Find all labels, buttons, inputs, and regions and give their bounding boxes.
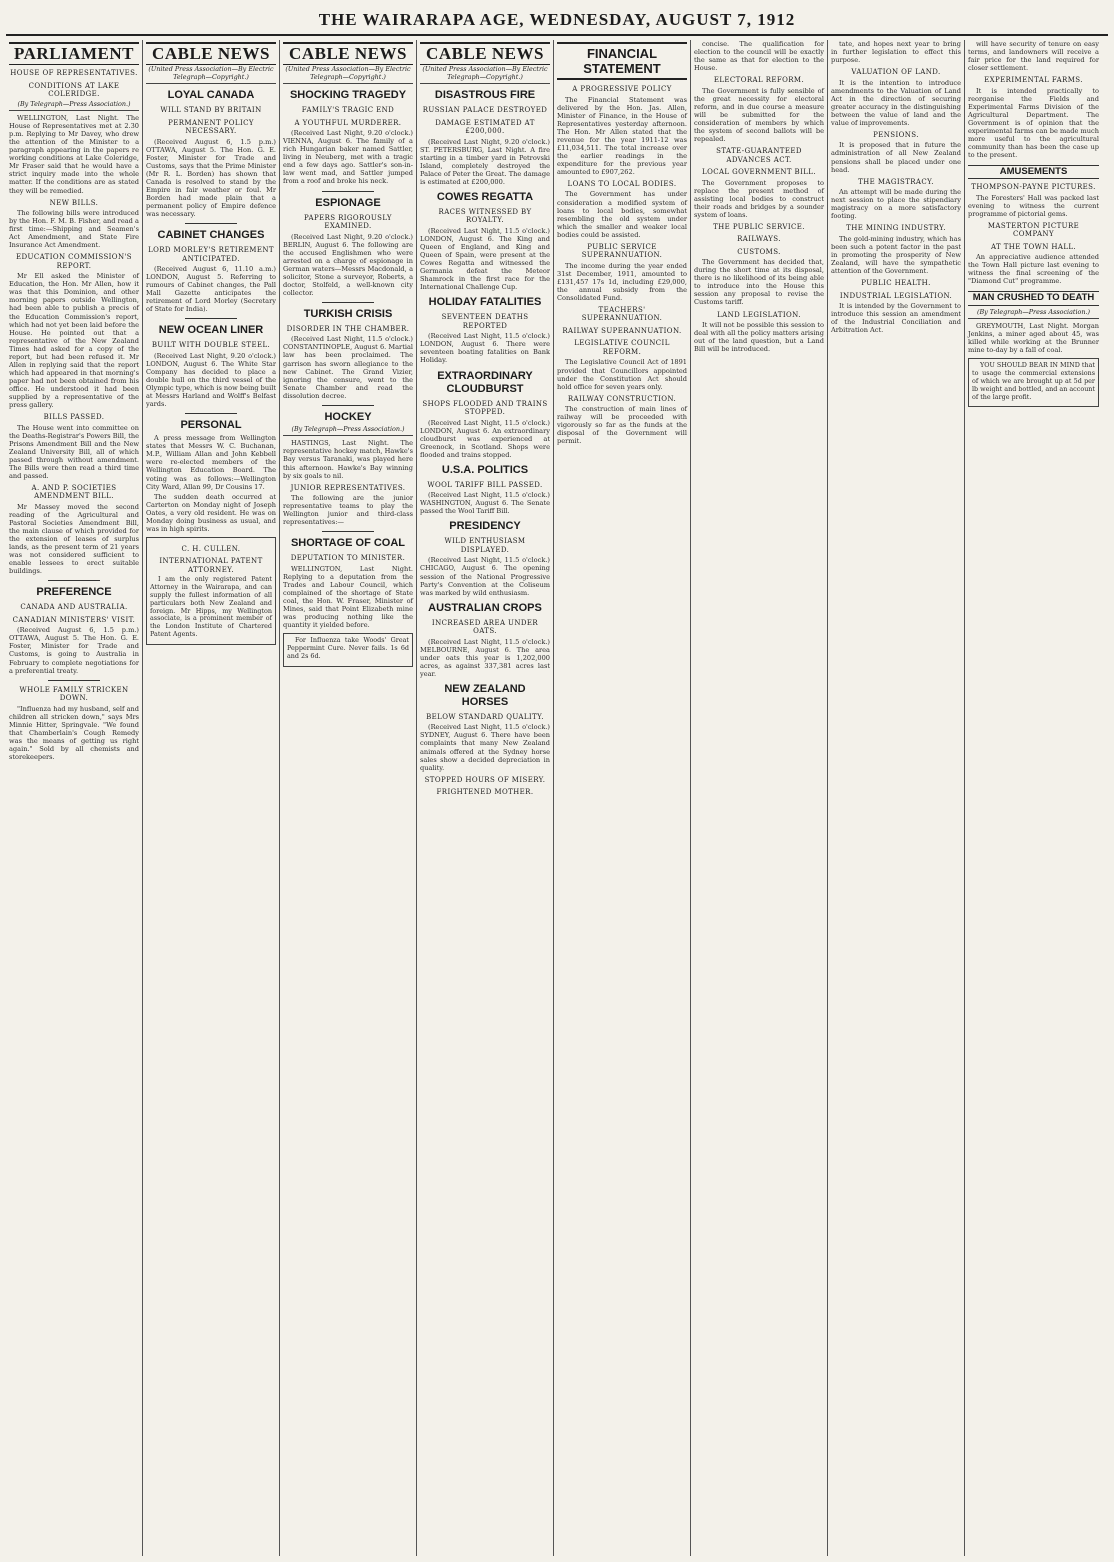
article-text: (Received Last Night, 9.20 o'clock.) BERLIN, August 6. The following are the accused Englishmen who were arrested on a charge of espionage in German waters—Messrs Macdonald, a solicitor, Stone a surveyor, Roberts, a doctor, Stolfeld, a well-known city collector.: [283, 232, 413, 297]
article-text: The Government is fully sensible of the great necessity for electoral reform, and in due course a measure will be submitted for the consideration of members by which the system of second ballots will be repealed.: [694, 86, 824, 143]
damage-heading: DAMAGE ESTIMATED AT £200,000.: [435, 118, 535, 136]
australian-crops-heading: AUSTRALIAN CROPS: [428, 601, 542, 614]
patent-advert: [146, 537, 276, 645]
loans-heading: LOANS TO LOCAL BODIES.: [567, 179, 677, 188]
column-parliament: [6, 40, 143, 1556]
article-text: The construction of main lines of railway will be proceeded with vigorously so far as the funds at the disposal of the Government will permit.: [557, 405, 687, 446]
progressive-policy-heading: A PROGRESSIVE POLICY: [572, 85, 672, 93]
local-government-heading: LOCAL GOVERNMENT BILL.: [702, 168, 816, 177]
lake-coleridge-heading: CONDITIONS AT LAKE COLERIDGE.: [28, 81, 120, 98]
shops-flooded-heading: SHOPS FLOODED AND TRAINS STOPPED.: [422, 399, 548, 417]
cabinet-changes-heading: CABINET CHANGES: [157, 229, 265, 242]
teachers-heading: TEACHERS' SUPERANNUATION.: [581, 305, 663, 323]
article-text: The following are the junior representative teams to play the Wellington junior and third-class representatives:—: [283, 494, 413, 527]
divider: [48, 680, 100, 681]
column-amusements: [965, 40, 1102, 1556]
article-text: It is proposed that in future the administration of all New Zealand pensions shall be placed under one head.: [831, 141, 961, 174]
article-text: A press message from Wellington states that Messrs W. C. Buchanan, M.P., William Allan and John Kebbell were re-elected members of the Wellington Education Board. The voting was as follows:—Wellington City Ward, Allan 99, Dr Cousins 17.: [146, 434, 276, 491]
cable-news-heading: CABLE NEWS: [420, 42, 550, 65]
royalty-heading: RACES WITNESSED BY ROYALTY.: [438, 207, 532, 225]
advert-text: I am the only registered Patent Attorney in the Wairarapa, and can supply the fullest information of all particulars both New Zealand and foreign. Mr Hipps, my Wellington associate, is a prominent member of the London Institute of Chartered Patent Agents.: [150, 575, 272, 638]
article-text: The Government proposes to replace the present method of assisting local bodies to construct their roads and bridges by a sounder system of loans.: [694, 178, 824, 219]
article-text: The gold-mining industry, which has been such a potent factor in the past in promoting the prosperity of New Zealand, will have the sympathetic attention of the Government.: [831, 234, 961, 275]
press-credit: (By Telegraph—Press Association.): [9, 101, 139, 112]
experimental-farms-heading: EXPERIMENTAL FARMS.: [984, 76, 1083, 85]
article-text: The sudden death occurred at Carterton on Monday night of Joseph Oates, a very old resident. He was on Monday doing business as usual, and was in high spirits.: [146, 492, 276, 533]
oats-heading: INCREASED AREA UNDER OATS.: [431, 618, 539, 636]
cable-news-heading: CABLE NEWS: [283, 42, 413, 65]
permanent-policy-heading: PERMANENT POLICY NECESSARY.: [168, 118, 254, 136]
personal-heading: PERSONAL: [180, 419, 242, 432]
article-text: It is the intention to introduce amendments to the Valuation of Land Act in the direction of securing greater accuracy in the distinguishing between the value of land and the value of improvements.: [831, 78, 961, 127]
usa-politics-heading: U.S.A. POLITICS: [441, 463, 529, 476]
ap-societies-heading: A. AND P. SOCIETIES AMENDMENT BILL.: [31, 483, 117, 501]
article-text: (Received Last Night, 9.20 o'clock.) LONDON, August 6. The White Star Company has decided to place a double hull on the third vessel of the Olympic type, which is now being built at Messrs Harland and Wolff's Belfast yards.: [146, 351, 277, 409]
column-cable-3: [417, 40, 554, 1556]
bear-in-mind-advert: [968, 358, 1099, 407]
article-text: The Government has under consideration a modified system of loans to local bodies, somewhat resembling the old system under which the smaller and weaker local bodies could be assisted.: [557, 190, 687, 239]
land-legislation-heading: LAND LEGISLATION.: [717, 310, 801, 319]
article-text: WELLINGTON, Last Night. Replying to a deputation from the Trades and Labour Council, which complained of the shortage of State coal, the Hon. W. Fraser, Minister of Mines, said that Point Elizabeth mine was producing nothing like the quantity it yielded before.: [283, 564, 413, 630]
frightened-mother-heading: FRIGHTENED MOTHER.: [436, 788, 534, 797]
press-credit: (By Telegraph—Press Association.): [283, 426, 413, 437]
article-text: The Legislative Council Act of 1891 provided that Councillors appointed under the Constitution Act should hold office for seven years only.: [557, 358, 687, 391]
presidency-heading: PRESIDENCY: [449, 520, 521, 533]
coal-shortage-heading: SHORTAGE OF COAL: [290, 537, 406, 550]
article-text: WELLINGTON, Last Night. The House of Representatives met at 2.30 p.m. Replying to Mr Davey, who drew the attention of the Minister to a paragraph appearing in the papers re working conditions at Lake Coleridge, Mr Fraser said that he would have a strict inquiry made into the whole matter. If the conditions are as stated they will be remedied.: [9, 114, 139, 195]
junior-reps-heading: JUNIOR REPRESENTATIVES.: [290, 483, 406, 492]
article-text: It is intended by the Government to introduce this session an amendment of the Industrial Conciliation and Arbitration Act.: [831, 302, 961, 335]
double-steel-heading: BUILT WITH DOUBLE STEEL.: [151, 341, 271, 350]
article-text: (Received Last Night, 11.5 o'clock.) LONDON, August 6. The King and Queen of England, and King and Queen of Spain, were present at the Cowes Regatta and witnessed the Germania defeat the Meteor Shamrock in the first race for the International Challenge Cup.: [420, 226, 550, 292]
article-text: It is intended practically to reorganise the Fields and Experimental Farms Division of the Agricultural Department. The Government is of opinion that the experimental farms can be made much more useful to the agricultural community than has been the case up to the present.: [968, 86, 1099, 160]
thompson-payne-heading: THOMPSON-PAYNE PICTURES.: [971, 183, 1096, 192]
education-heading: EDUCATION COMMISSION'S REPORT.: [16, 253, 132, 270]
chamber-disorder-heading: DISORDER IN THE CHAMBER.: [286, 324, 410, 333]
article-text: (Received Last Night, 9.20 o'clock.) ST. PETERSBURG, Last Night. A fire starting in a timber yard in Petrovski Island, completely destroyed the Palace of Peter the Great. The damage is estimated at £200,000.: [420, 137, 550, 186]
article-text: (Received Last Night, 11.5 o'clock.) CONSTANTINOPLE, August 6. Martial law has been proclaimed. The garrison has sworn allegiance to the new Cabinet. The Grand Vizier, ignoring the censure, went to the Senate Chamber and read the dissolution decree.: [283, 335, 413, 400]
divider: [322, 405, 374, 406]
column-financial-2: [691, 40, 828, 1556]
masthead: THE WAIRARAPA AGE, WEDNESDAY, AUGUST 7, 1912: [6, 6, 1108, 36]
cloudburst-heading: EXTRAORDINARY CLOUDBURST: [437, 369, 533, 395]
loyal-canada-heading: LOYAL CANADA: [167, 89, 255, 102]
cable-news-heading: CABLE NEWS: [146, 42, 276, 65]
divider: [322, 531, 374, 532]
masterton-picture-heading: MASTERTON PICTURE COMPANY: [987, 221, 1080, 239]
new-bills-heading: NEW BILLS.: [49, 198, 99, 207]
preference-heading: PREFERENCE: [36, 586, 112, 599]
house-subheading: HOUSE OF REPRESENTATIVES.: [10, 69, 138, 77]
electoral-reform-heading: ELECTORAL REFORM.: [713, 76, 805, 85]
town-hall-heading: AT THE TOWN HALL.: [990, 242, 1077, 251]
divider: [322, 191, 374, 192]
quality-heading: BELOW STANDARD QUALITY.: [426, 712, 544, 721]
advert-text: For Influenza take Woods' Great Peppermint Cure. Never fails. 1s 6d and 2s 6d.: [287, 636, 409, 660]
magistracy-heading: THE MAGISTRACY.: [858, 177, 934, 186]
hockey-heading: HOCKEY: [324, 410, 372, 423]
railway-construction-heading: RAILWAY CONSTRUCTION.: [567, 394, 677, 403]
article-text: (Received Last Night, 11.5 o'clock.) CHICAGO, August 6. The opening session of the National Progressive Party's Convention at the Coliseum was marked by wild enthusiasm.: [420, 556, 550, 597]
article-text: (Received Last Night, 11.5 o'clock.) LONDON, August 6. An extraordinary cloudburst was experienced at Greenock, in Scotland. Shops were flooded and trains stopped.: [420, 418, 550, 459]
holiday-fatalities-heading: HOLIDAY FATALITIES: [428, 296, 542, 309]
press-credit: (By Telegraph—Press Association.): [968, 309, 1099, 320]
public-service-heading: THE PUBLIC SERVICE.: [713, 222, 805, 231]
financial-statement-heading: FINANCIAL STATEMENT: [557, 42, 687, 80]
article-text: The Foresters' Hall was packed last evening to witness the current programme of pictorial gems.: [968, 193, 1099, 218]
railway-super-heading: RAILWAY SUPERANNUATION.: [562, 326, 682, 335]
article-text: An attempt will be made during the next session to place the stipendiary magistracy on a more satisfactory footing.: [831, 188, 961, 221]
divider: [185, 223, 237, 224]
article-text: (Received Last Night, 11.5 o'clock.) MELBOURNE, August 6. The area under oats this year is 1,202,000 acres, as against 337,381 acres last year.: [420, 637, 550, 678]
deputation-heading: DEPUTATION TO MINISTER.: [290, 554, 406, 563]
advances-act-heading: STATE-GUARANTEED ADVANCES ACT.: [716, 147, 802, 164]
ministers-visit-heading: CANADIAN MINISTERS' VISIT.: [12, 615, 136, 624]
papers-examined-heading: PAPERS RIGOROUSLY EXAMINED.: [304, 213, 392, 231]
stand-by-britain-heading: WILL STAND BY BRITAIN: [160, 106, 262, 115]
peppermint-advert: [283, 633, 413, 666]
turkish-crisis-heading: TURKISH CRISIS: [303, 307, 393, 320]
article-text: (Received Last Night, 11.5 o'clock.) LONDON, August 6. There were seventeen boating fatalities on Bank Holiday.: [420, 332, 550, 365]
article-text: will have security of tenure on easy terms, and landowners will receive a fair price for the land required for closer settlement.: [968, 40, 1099, 73]
enthusiasm-heading: WILD ENTHUSIASM DISPLAYED.: [444, 537, 526, 554]
man-crushed-heading: MAN CRUSHED TO DEATH: [968, 291, 1099, 305]
article-text: concise. The qualification for election to the council will be exactly the same as that for election to the House.: [694, 40, 824, 73]
valuation-heading: VALUATION OF LAND.: [851, 68, 941, 77]
customs-heading: CUSTOMS.: [737, 247, 781, 256]
shocking-tragedy-heading: SHOCKING TRAGEDY: [289, 89, 407, 102]
article-text: (Received Last Night, 11.5 o'clock.) WASHINGTON, August 6. The Senate passed the Wool Tariff Bill.: [420, 491, 550, 516]
family-stricken-heading: WHOLE FAMILY STRICKEN DOWN.: [19, 685, 129, 703]
advert-text: "Influenza had my husband, self and children all stricken down," says Mrs Minnie Hitter, Springvale. "We found that Chamberlain's Cough Remedy was the means of getting us right again." Sold by all chemists and storekeepers.: [9, 704, 139, 761]
parliament-heading: PARLIAMENT: [9, 42, 139, 65]
divider: [185, 318, 237, 319]
divider: [185, 413, 237, 414]
article-text: (Received Last Night, 9.20 o'clock.) VIENNA, August 6. The family of a rich Hungarian baker named Sattler, living in Neuberg, met with a tragic end a few days ago. Sattler's son-in-law went mad, and Sattler jumped from a roof and broke his neck.: [283, 129, 413, 186]
article-text: The income during the year ended 31st December, 1911, amounted to £131,457 17s 1d, including £29,000, the annual subsidy from the Consolidated Fund.: [557, 261, 687, 302]
council-reform-heading: LEGISLATIVE COUNCIL REFORM.: [574, 339, 670, 356]
article-text: The Government has decided that, during the short time at its disposal, there is no likelihood of its being able to introduce into the House this session any proposal to revise the Customs tariff.: [694, 258, 824, 307]
public-health-heading: PUBLIC HEALTH.: [861, 279, 931, 288]
article-text: tate, and hopes next year to bring in further legislation to effect this purpose.: [831, 40, 961, 65]
article-text: The House went into committee on the Deaths-Registrar's Powers Bill, the Prisons Amendment Bill and the New Zealand University Bill, all of which passed through without amendment. The Bills were then read a third time and passed.: [9, 423, 139, 480]
columns: [6, 40, 1108, 1556]
press-credit: (United Press Association—By Electric Telegraph—Copyright.): [420, 66, 550, 84]
ocean-liner-heading: NEW OCEAN LINER: [158, 324, 264, 337]
article-text: The following bills were introduced by the Hon. F. M. B. Fisher, and read a first time:—Shipping and Seamen's Act Amendment, and State Fire Insurance Act Amendment.: [9, 209, 139, 250]
deaths-heading: SEVENTEEN DEATHS REPORTED: [441, 313, 529, 330]
nz-horses-heading: NEW ZEALAND HORSES: [444, 682, 526, 708]
misery-heading: STOPPED HOURS OF MISERY.: [424, 775, 546, 784]
column-cable-2: [280, 40, 417, 1556]
article-text: The Financial Statement was delivered by the Hon. Jas. Allen, Minister of Finance, in the House of Representatives yesterday afternoon. The Hon. Mr Allen stated that the revenue for the year 1911-12 was £11,034,511. The total increase over the earlier readings in the expenditure for the previous year amounted to £907,262.: [557, 95, 687, 176]
column-financial: [554, 40, 691, 1556]
article-text: GREYMOUTH, Last Night. Morgan Jenkins, a miner aged about 45, was killed while working at the Brunner mine to-day by a fall of coal.: [968, 322, 1099, 355]
article-text: HASTINGS, Last Night. The representative hockey match, Hawke's Bay versus Taranaki, was played here this afternoon. Hawke's Bay winning by six goals to nil.: [283, 439, 413, 480]
article-text: (Received August 6, 1.5 p.m.) OTTAWA, August 5. The Hon. G. E. Foster, Minister for Trade and Customs, is going to Australia in February to complete negotiations for a preferential treaty.: [9, 626, 139, 675]
divider: [322, 302, 374, 303]
pensions-heading: PENSIONS.: [873, 130, 919, 139]
divider: [48, 580, 100, 581]
article-text: An appreciative audience attended the Town Hall picture last evening to witness the final screening of the "Diamond Cut" programme.: [968, 253, 1099, 286]
advert-title: INTERNATIONAL PATENT ATTORNEY.: [159, 557, 263, 574]
article-text: (Received August 6, 1.5 p.m.) OTTAWA, August 5. The Hon. G. E. Foster, Minister for Trade and Customs, says that the Prime Minister (Mr R. L. Borden) has shown that Canada is resolved to stand by the Empire in fair weather or foul. Mr Borden had made plain that a permanent policy of Empire defence was necessary.: [146, 137, 276, 219]
palace-destroyed-heading: RUSSIAN PALACE DESTROYED: [422, 106, 548, 115]
press-credit: (United Press Association—By Electric Telegraph—Copyright.): [283, 66, 413, 84]
railways-heading: RAILWAYS.: [737, 235, 781, 244]
wool-tariff-heading: WOOL TARIFF BILL PASSED.: [427, 480, 543, 489]
column-cable-1: [143, 40, 280, 1556]
mining-heading: THE MINING INDUSTRY.: [846, 224, 946, 233]
canada-australia-heading: CANADA AND AUSTRALIA.: [20, 603, 128, 612]
article-text: It will not be possible this session to deal with all the policy matters arising out of the land question, but a Land Bill will be introduced.: [694, 321, 824, 354]
disastrous-fire-heading: DISASTROUS FIRE: [434, 89, 536, 102]
article-text: (Received August 6, 11.10 a.m.) LONDON, August 5. Referring to rumours of Cabinet changes, the Pall Mall Gazette anticipates the retirement of Lord Morley (Secretary of State for India).: [146, 265, 276, 314]
youthful-murderer-heading: A YOUTHFUL MURDERER.: [294, 118, 402, 127]
article-text: Mr Massey moved the second reading of the Agricultural and Pastoral Societies Amendment Bill, the main clause of which provided for the extension of leases of surplus lands, as the present term of 21 years was not considered sufficient to enable lessees to erect suitable buildings.: [9, 502, 139, 576]
amusements-heading: AMUSEMENTS: [968, 165, 1099, 179]
cowes-regatta-heading: COWES REGATTA: [436, 190, 534, 203]
bills-passed-heading: BILLS PASSED.: [43, 413, 105, 422]
press-credit: (United Press Association—By Electric Telegraph—Copyright.): [146, 66, 276, 84]
tragic-end-heading: FAMILY'S TRAGIC END: [301, 106, 395, 115]
article-text: (Received Last Night, 11.5 o'clock.) SYDNEY, August 6. There have been complaints that many New Zealand animals offered at the Sydney horse sales show a decided depreciation in quality.: [420, 723, 550, 772]
lord-morley-heading: LORD MORLEY'S RETIREMENT ANTICIPATED.: [148, 246, 274, 263]
column-financial-3: [828, 40, 965, 1556]
advert-text: YOU SHOULD BEAR IN MIND that to usage the commercial extensions of which we are brought up at 5d per lb weight and bottled, and an account of the large profit.: [972, 361, 1095, 401]
advertiser-name: C. H. CULLEN.: [181, 544, 241, 553]
article-text: Mr Ell asked the Minister of Education, the Hon. Mr Allen, how it was that this Dominion, and other morning papers outside Wellington, had been able to publish a precis of the Education Commission's report, which had not yet been laid before the House. He pointed out that a representative of the New Zealand Times had asked for a copy of the report, but had been refused it. Mr Allen in replying said that the report which had appeared in that morning's paper had not been obtained from his office. He understood it had been supplied by a representative of the press gallery.: [9, 272, 139, 410]
industrial-heading: INDUSTRIAL LEGISLATION.: [839, 291, 953, 300]
espionage-heading: ESPIONAGE: [315, 196, 381, 209]
superannuation-heading: PUBLIC SERVICE SUPERANNUATION.: [581, 242, 663, 260]
